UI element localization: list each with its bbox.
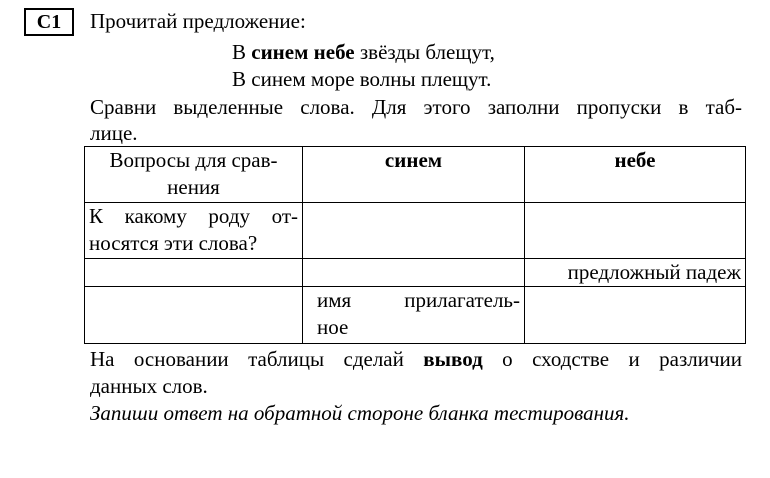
task-instruction: Прочитай предложение:: [90, 9, 306, 33]
answer-sinem-part-of-speech: [303, 287, 525, 344]
answer-sinem-pos-line-2: ное: [317, 315, 349, 339]
poem-line-1-start: В: [232, 40, 252, 64]
table-row: [85, 203, 746, 259]
answer-sinem-pos-line-1: имя прилагатель-: [317, 288, 520, 312]
compare-instruction-line-2: лице.: [90, 121, 138, 145]
header-questions-line-2: нения: [167, 175, 220, 199]
conclusion-line-1: [90, 345, 742, 373]
header-questions-line-1: Вопросы для срав-: [109, 148, 278, 172]
conclusion-line-2: данных слов.: [90, 374, 208, 398]
header-questions: [85, 147, 303, 203]
conclusion-line-1-start: На основании таблицы сделай: [90, 347, 424, 371]
answer-cell-sinem-case[interactable]: [303, 259, 525, 287]
question-gender-line-2: носятся эти слова?: [89, 231, 258, 255]
header-nebe: небе: [525, 147, 746, 203]
table-header-row: [85, 147, 746, 203]
task-number-badge: С1: [24, 8, 74, 36]
answer-cell-sinem-gender[interactable]: [303, 203, 525, 259]
question-cell-empty-2[interactable]: [85, 287, 303, 344]
answer-nebe-case: предложный падеж: [525, 259, 746, 287]
question-gender: [85, 203, 303, 259]
comparison-table: [84, 146, 746, 344]
conclusion-bold-word: вывод: [423, 347, 483, 371]
table-row: [85, 259, 746, 287]
highlighted-words: синем небе: [251, 40, 355, 64]
poem-line-1: [232, 38, 495, 66]
answer-note: Запиши ответ на обратной стороне бланка тестирования.: [90, 401, 630, 425]
poem-line-1-end: звёзды блещут,: [354, 40, 495, 64]
question-cell-empty[interactable]: [85, 259, 303, 287]
table-row: [85, 287, 746, 344]
answer-cell-nebe-part-of-speech[interactable]: [525, 287, 746, 344]
conclusion-line-1-end: о сходстве и различии: [482, 347, 742, 371]
header-sinem: синем: [303, 147, 525, 203]
poem-line-2: В синем море волны плещут.: [232, 67, 492, 91]
compare-instruction-line-1: Сравни выделенные слова. Для этого заполни пропуски в таб-: [90, 95, 742, 119]
question-gender-line-1: К какому роду от-: [89, 204, 298, 228]
answer-cell-nebe-gender[interactable]: [525, 203, 746, 259]
